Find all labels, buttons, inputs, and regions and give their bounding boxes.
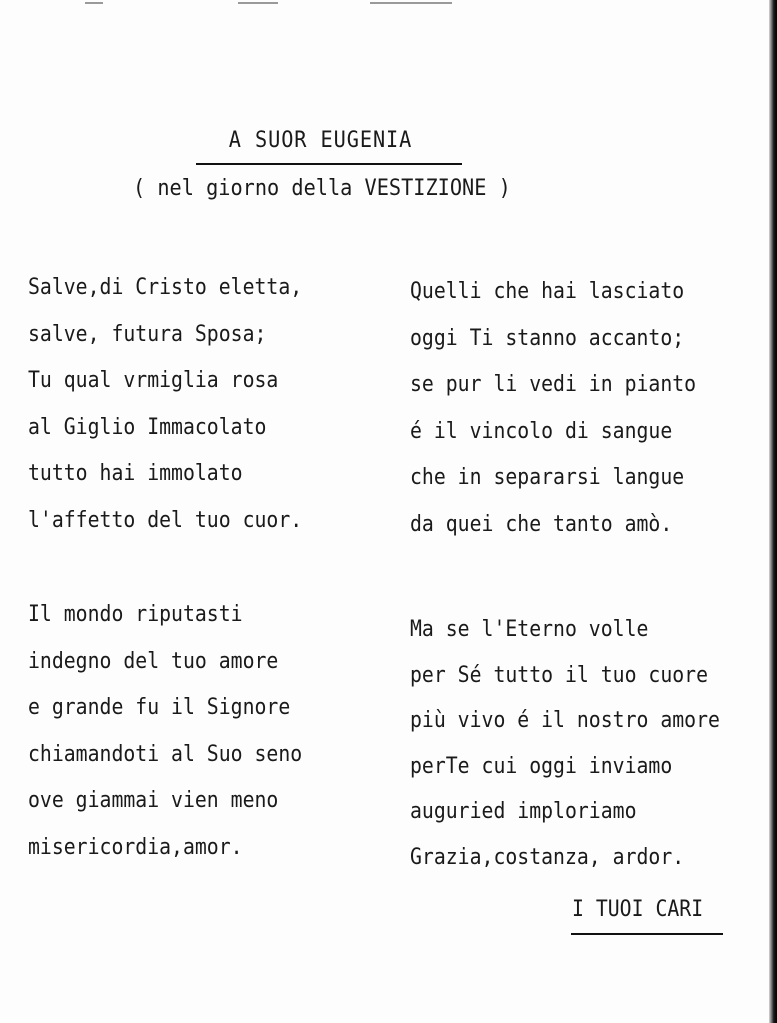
signature-underline [571, 933, 723, 935]
stanza-1 [28, 265, 333, 544]
stanza-4 [410, 607, 754, 880]
verse-line: l'affetto del tuo cuor. [28, 507, 303, 533]
stanza-2 [410, 269, 728, 548]
verse-line: misericordia,amor. [28, 834, 243, 860]
verse-line: e grande fu il Signore [28, 695, 291, 720]
poem-title: A SUOR EUGENIA [228, 128, 413, 153]
verse-line: al Giglio Immacolato [28, 414, 267, 440]
verse-line: per Sé tutto il tuo cuore [410, 662, 709, 688]
signature: I TUOI CARI [572, 897, 704, 922]
verse-line: auguried imploriamo [410, 799, 637, 824]
verse-line: tutto hai immolato [28, 461, 243, 486]
verse-line: ove giammai vien meno [28, 788, 279, 813]
verse-line: perTe cui oggi inviamo [410, 753, 673, 779]
stanza-3 [28, 592, 333, 871]
verse-line: indegno del tuo amore [28, 648, 279, 674]
title-underline [196, 163, 462, 165]
verse-line: da quei che tanto amò. [410, 511, 673, 537]
poem-subtitle: ( nel giorno della VESTIZIONE ) [133, 176, 511, 201]
verse-line: Tu qual vrmiglia rosa [28, 368, 279, 393]
verse-line: Grazia,costanza, ardor. [410, 844, 685, 870]
verse-line: Quelli che hai lasciato [410, 279, 685, 304]
verse-line: Il mondo riputasti [28, 602, 243, 627]
verse-line: più vivo é il nostro amore [410, 708, 720, 733]
verse-line: se pur li vedi in pianto [410, 372, 697, 397]
verse-line: che in separarsi langue [410, 465, 685, 490]
verse-line: é il vincolo di sangue [410, 418, 673, 444]
scan-top-marks [0, 0, 777, 10]
verse-line: salve, futura Sposa; [28, 321, 267, 347]
verse-line: chiamandoti al Suo seno [28, 741, 303, 767]
verse-line: Salve,di Cristo eletta, [28, 275, 303, 300]
verse-line: oggi Ti stanno accanto; [410, 325, 685, 351]
scan-edge [769, 0, 777, 1023]
verse-line: Ma se l'Eterno volle [410, 617, 649, 642]
